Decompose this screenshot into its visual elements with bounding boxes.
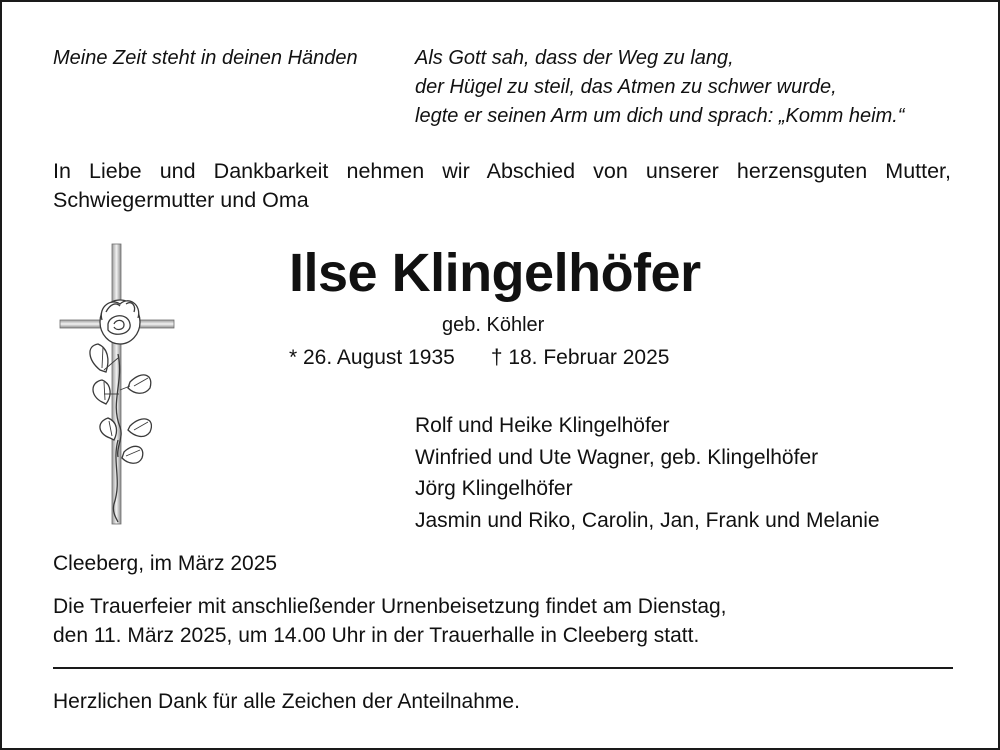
deceased-name: Ilse Klingelhöfer [289,243,701,303]
ceremony-line: den 11. März 2025, um 14.00 Uhr in der Trauerhalle in Cleeberg statt. [53,624,700,647]
birth-date: * 26. August 1935 [289,346,455,369]
poem-line: der Hügel zu steil, das Atmen zu schwer wurde, [415,76,837,98]
mourner-line: Jasmin und Riko, Carolin, Jan, Frank und Melanie [415,508,880,532]
mourner-line: Winfried und Ute Wagner, geb. Klingelhöfer [415,445,819,469]
thanks-text: Herzlichen Dank für alle Zeichen der Anteilnahme. [53,690,520,713]
maiden-name: geb. Köhler [442,314,545,336]
poem-line: legte er seinen Arm um dich und sprach: „Komm heim.“ [415,105,905,127]
ceremony-line: Die Trauerfeier mit anschließender Urnenbeisetzung findet am Dienstag, [53,595,727,618]
poem [415,44,904,131]
cross-with-rose-icon [58,242,178,527]
quote-left: Meine Zeit steht in deinen Händen [53,47,358,69]
mourners-list [415,410,880,536]
place-date: Cleeberg, im März 2025 [53,552,278,575]
intro-text: In Liebe und Dankbarkeit nehmen wir Abschied von unserer herzensguten Mutter, Schwiegermutter und Oma [53,159,951,212]
mourner-line: Rolf und Heike Klingelhöfer [415,414,670,437]
death-date: † 18. Februar 2025 [490,346,670,369]
life-dates [289,346,669,370]
divider [53,667,953,669]
poem-line: Als Gott sah, dass der Weg zu lang, [415,47,734,69]
ceremony-info [53,592,727,650]
mourner-line: Jörg Klingelhöfer [415,477,573,500]
